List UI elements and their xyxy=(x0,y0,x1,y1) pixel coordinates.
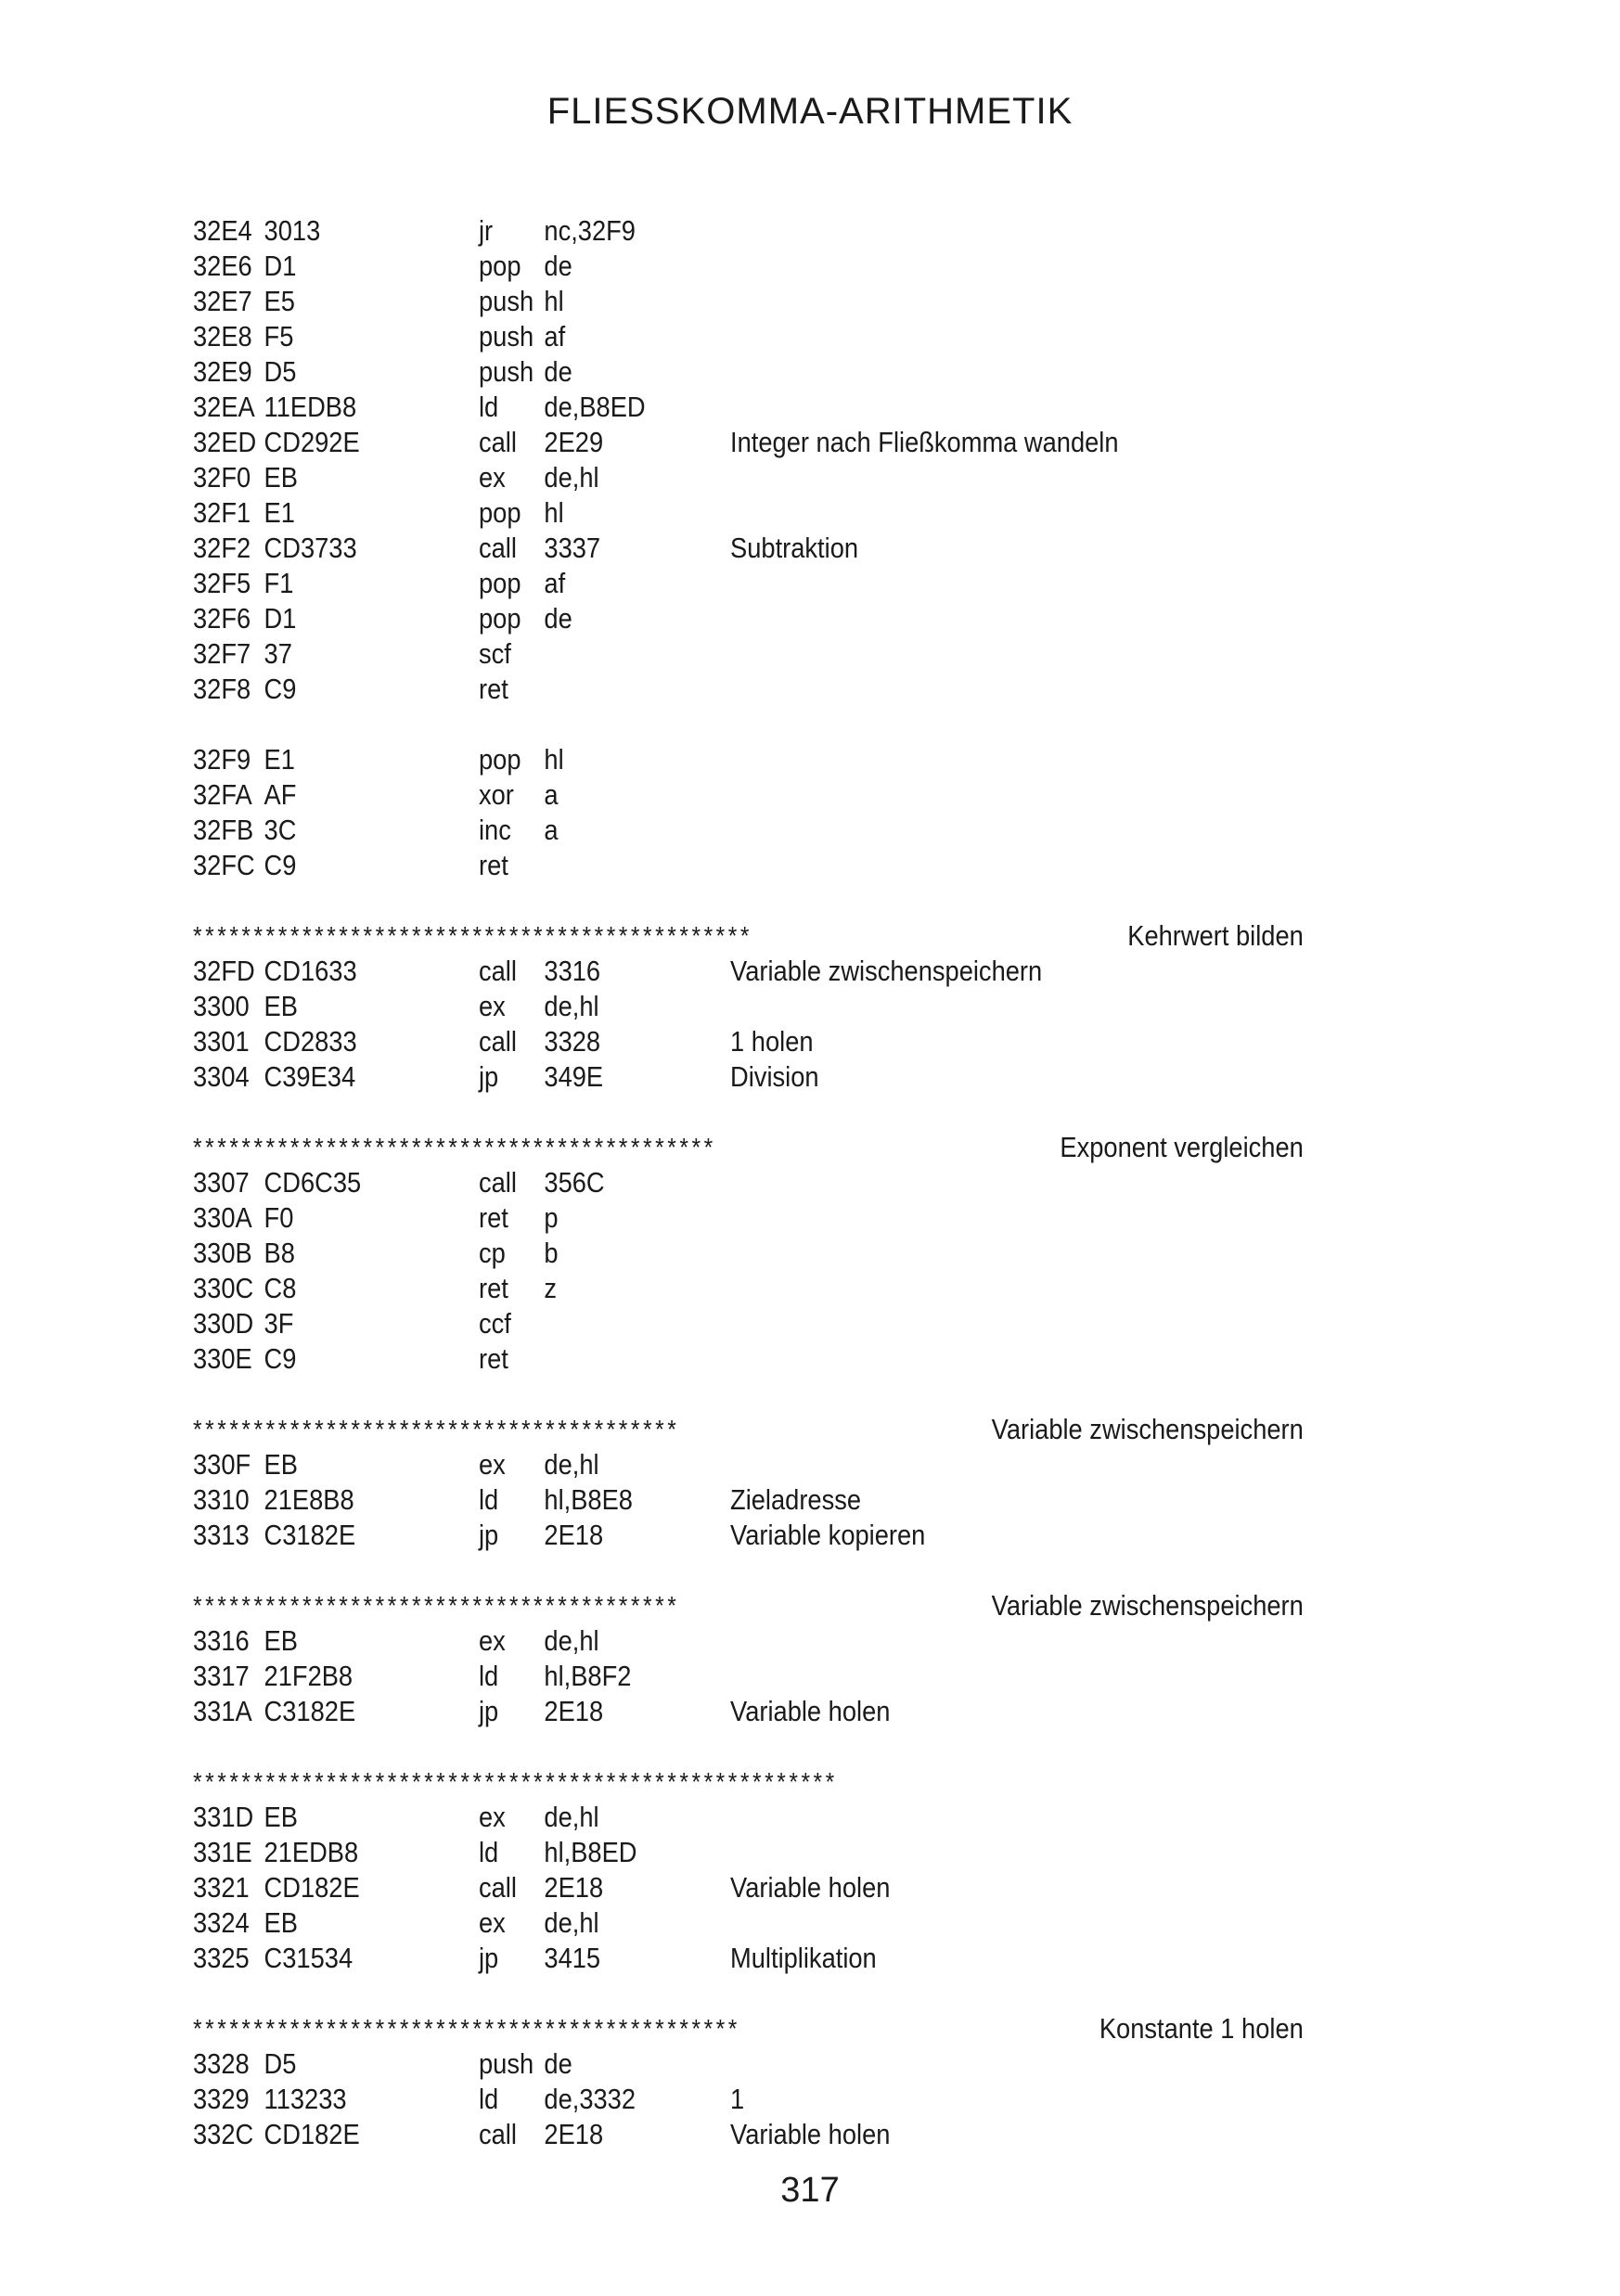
address: 330D xyxy=(193,1307,254,1340)
code-line xyxy=(193,742,1304,777)
code-line xyxy=(193,1236,1304,1271)
blank-line xyxy=(193,1553,1304,1588)
operand: 2E18 xyxy=(544,1695,604,1727)
mnemonic: ccf xyxy=(479,1307,511,1340)
opcode-hex: EB xyxy=(264,990,298,1022)
mnemonic: cp xyxy=(479,1237,506,1269)
address: 3316 xyxy=(193,1624,250,1657)
opcode-hex: 3C xyxy=(264,814,297,846)
operand: de xyxy=(544,602,572,635)
operand: hl xyxy=(544,285,564,317)
address: 3301 xyxy=(193,1025,250,1058)
code-line xyxy=(193,1200,1304,1236)
mnemonic: pop xyxy=(479,250,521,282)
blank-line xyxy=(193,1095,1304,1130)
mnemonic: ex xyxy=(479,1801,506,1833)
operand: hl xyxy=(544,743,564,776)
address: 32F0 xyxy=(193,461,251,494)
code-line xyxy=(193,284,1304,319)
address: 331E xyxy=(193,1836,252,1868)
mnemonic: call xyxy=(479,532,517,564)
mnemonic: push xyxy=(479,320,534,353)
mnemonic: jp xyxy=(479,1695,499,1727)
opcode-hex: 21E8B8 xyxy=(264,1483,354,1516)
mnemonic: pop xyxy=(479,567,521,599)
section-title: Kehrwert bilden xyxy=(1127,919,1304,952)
opcode-hex: F5 xyxy=(264,320,294,353)
opcode-hex: C8 xyxy=(264,1272,297,1304)
mnemonic: push xyxy=(479,2047,534,2080)
opcode-hex: F1 xyxy=(264,567,294,599)
opcode-hex: E1 xyxy=(264,496,295,529)
section-title: Exponent vergleichen xyxy=(1060,1131,1304,1163)
mnemonic: call xyxy=(479,1025,517,1058)
code-line xyxy=(193,2046,1304,2082)
code-line xyxy=(193,1059,1304,1095)
code-line xyxy=(193,425,1304,460)
code-line xyxy=(193,1905,1304,1941)
operand: 2E29 xyxy=(544,426,604,458)
operand: 349E xyxy=(544,1060,604,1093)
mnemonic: jp xyxy=(479,1519,499,1551)
opcode-hex: CD1633 xyxy=(264,955,357,987)
opcode-hex: F0 xyxy=(264,1201,294,1234)
address: 3313 xyxy=(193,1519,250,1551)
blank-line xyxy=(193,1976,1304,2011)
code-line xyxy=(193,813,1304,848)
address: 32E8 xyxy=(193,320,252,353)
operand: de,hl xyxy=(544,1801,599,1833)
mnemonic: ret xyxy=(479,1342,508,1375)
code-line xyxy=(193,319,1304,354)
opcode-hex: EB xyxy=(264,1624,298,1657)
address: 3329 xyxy=(193,2083,250,2115)
address: 3304 xyxy=(193,1060,250,1093)
mnemonic: call xyxy=(479,2118,517,2150)
comment: 1 holen xyxy=(730,1025,814,1058)
opcode-hex: C3182E xyxy=(264,1519,356,1551)
code-line xyxy=(193,1941,1304,1976)
section-separator xyxy=(193,1764,1304,1800)
address: 330F xyxy=(193,1448,251,1481)
blank-line xyxy=(193,707,1304,742)
address: 32E4 xyxy=(193,214,252,247)
operand: 2E18 xyxy=(544,1871,604,1904)
address: 330A xyxy=(193,1201,252,1234)
code-line xyxy=(193,848,1304,883)
address: 32E6 xyxy=(193,250,252,282)
comment: Variable holen xyxy=(730,1695,891,1727)
address: 331A xyxy=(193,1695,252,1727)
code-line xyxy=(193,531,1304,566)
operand: hl,B8F2 xyxy=(544,1660,632,1692)
address: 3317 xyxy=(193,1660,250,1692)
opcode-hex: 3F xyxy=(264,1307,294,1340)
code-line xyxy=(193,566,1304,601)
opcode-hex: CD2833 xyxy=(264,1025,357,1058)
code-line xyxy=(193,1447,1304,1482)
code-line xyxy=(193,1835,1304,1870)
opcode-hex: C31534 xyxy=(264,1942,354,1974)
opcode-hex: CD292E xyxy=(264,426,360,458)
separator-stars: **************************************** xyxy=(193,1591,680,1620)
opcode-hex: D1 xyxy=(264,250,297,282)
operand: 3328 xyxy=(544,1025,601,1058)
page-number: 317 xyxy=(780,2171,840,2210)
address: 32F9 xyxy=(193,743,251,776)
operand: de,hl xyxy=(544,1906,599,1939)
comment: Variable holen xyxy=(730,2118,891,2150)
opcode-hex: E1 xyxy=(264,743,295,776)
opcode-hex: CD6C35 xyxy=(264,1166,362,1199)
separator-stars: ********************************************* xyxy=(193,2014,740,2043)
comment: Integer nach Fließkomma wandeln xyxy=(730,426,1119,458)
code-line xyxy=(193,1024,1304,1059)
section-separator xyxy=(193,918,1304,954)
address: 32FC xyxy=(193,849,255,881)
mnemonic: call xyxy=(479,955,517,987)
opcode-hex: C9 xyxy=(264,1342,297,1375)
section-title: Konstante 1 holen xyxy=(1099,2012,1304,2045)
address: 32FA xyxy=(193,778,252,811)
code-line xyxy=(193,954,1304,989)
mnemonic: ret xyxy=(479,1272,508,1304)
mnemonic: jr xyxy=(479,214,494,247)
address: 32FD xyxy=(193,955,255,987)
operand: af xyxy=(544,320,566,353)
mnemonic: call xyxy=(479,1871,517,1904)
mnemonic: push xyxy=(479,355,534,388)
opcode-hex: 11EDB8 xyxy=(264,391,357,423)
address: 32EA xyxy=(193,391,255,423)
mnemonic: jp xyxy=(479,1942,499,1974)
opcode-hex: 3013 xyxy=(264,214,321,247)
mnemonic: ld xyxy=(479,1836,499,1868)
operand: de xyxy=(544,2047,572,2080)
comment: Zieladresse xyxy=(730,1483,862,1516)
operand: nc,32F9 xyxy=(544,214,636,247)
mnemonic: ex xyxy=(479,990,506,1022)
operand: 3415 xyxy=(544,1942,601,1974)
assembly-listing xyxy=(193,213,1304,2152)
operand: 356C xyxy=(544,1166,605,1199)
operand: a xyxy=(544,778,559,811)
address: 330B xyxy=(193,1237,252,1269)
blank-line xyxy=(193,1377,1304,1412)
mnemonic: ex xyxy=(479,1624,506,1657)
operand: 2E18 xyxy=(544,2118,604,2150)
opcode-hex: CD182E xyxy=(264,2118,360,2150)
address: 32F5 xyxy=(193,567,251,599)
section-separator xyxy=(193,1412,1304,1447)
operand: 3316 xyxy=(544,955,601,987)
mnemonic: pop xyxy=(479,743,521,776)
code-line xyxy=(193,1659,1304,1694)
opcode-hex: 21EDB8 xyxy=(264,1836,359,1868)
mnemonic: xor xyxy=(479,778,514,811)
address: 3321 xyxy=(193,1871,250,1904)
opcode-hex: EB xyxy=(264,1906,298,1939)
address: 3328 xyxy=(193,2047,250,2080)
code-line xyxy=(193,1623,1304,1659)
opcode-hex: CD182E xyxy=(264,1871,360,1904)
code-line xyxy=(193,1870,1304,1905)
address: 3325 xyxy=(193,1942,250,1974)
opcode-hex: D1 xyxy=(264,602,297,635)
opcode-hex: D5 xyxy=(264,355,297,388)
code-line xyxy=(193,636,1304,672)
address: 32F1 xyxy=(193,496,251,529)
mnemonic: ret xyxy=(479,849,508,881)
separator-stars: **************************************** xyxy=(193,1415,680,1443)
opcode-hex: E5 xyxy=(264,285,295,317)
operand: z xyxy=(544,1272,558,1304)
code-line xyxy=(193,1306,1304,1341)
code-line xyxy=(193,2117,1304,2152)
code-line xyxy=(193,1165,1304,1200)
address: 331D xyxy=(193,1801,254,1833)
comment: Variable holen xyxy=(730,1871,891,1904)
opcode-hex: C3182E xyxy=(264,1695,356,1727)
operand: de,hl xyxy=(544,461,599,494)
comment: Variable kopieren xyxy=(730,1519,926,1551)
section-title: Variable zwischenspeichern xyxy=(991,1413,1304,1445)
section-separator xyxy=(193,1130,1304,1165)
code-line xyxy=(193,2082,1304,2117)
opcode-hex: 113233 xyxy=(264,2083,347,2115)
mnemonic: ld xyxy=(479,1660,499,1692)
mnemonic: push xyxy=(479,285,534,317)
mnemonic: pop xyxy=(479,602,521,635)
code-line xyxy=(193,989,1304,1024)
opcode-hex: AF xyxy=(264,778,297,811)
mnemonic: ret xyxy=(479,673,508,705)
page-title: FLIESSKOMMA-ARITHMETIK xyxy=(546,91,1074,132)
operand: hl,B8ED xyxy=(544,1836,637,1868)
code-line xyxy=(193,601,1304,636)
code-line xyxy=(193,1694,1304,1729)
operand: hl,B8E8 xyxy=(544,1483,633,1516)
address: 32E9 xyxy=(193,355,252,388)
mnemonic: ret xyxy=(479,1201,508,1234)
mnemonic: pop xyxy=(479,496,521,529)
address: 330E xyxy=(193,1342,252,1375)
code-line xyxy=(193,1482,1304,1518)
comment: 1 xyxy=(730,2083,745,2115)
operand: 2E18 xyxy=(544,1519,604,1551)
mnemonic: ld xyxy=(479,391,499,423)
mnemonic: inc xyxy=(479,814,511,846)
code-line xyxy=(193,1800,1304,1835)
operand: de,hl xyxy=(544,1448,599,1481)
opcode-hex: C9 xyxy=(264,673,297,705)
separator-stars: ***************************************************** xyxy=(193,1767,838,1796)
code-line xyxy=(193,460,1304,495)
separator-stars: ********************************************** xyxy=(193,921,753,950)
opcode-hex: C39E34 xyxy=(264,1060,356,1093)
mnemonic: ex xyxy=(479,1448,506,1481)
operand: de,3332 xyxy=(544,2083,636,2115)
address: 32FB xyxy=(193,814,254,846)
mnemonic: ld xyxy=(479,1483,499,1516)
separator-stars: ******************************************* xyxy=(193,1133,716,1161)
blank-line xyxy=(193,883,1304,918)
blank-line xyxy=(193,1729,1304,1764)
address: 332C xyxy=(193,2118,254,2150)
mnemonic: ld xyxy=(479,2083,499,2115)
operand: de,hl xyxy=(544,990,599,1022)
mnemonic: ex xyxy=(479,461,506,494)
address: 32ED xyxy=(193,426,257,458)
operand: de xyxy=(544,250,572,282)
opcode-hex: EB xyxy=(264,1448,298,1481)
address: 32F2 xyxy=(193,532,251,564)
address: 32E7 xyxy=(193,285,252,317)
operand: b xyxy=(544,1237,559,1269)
mnemonic: scf xyxy=(479,637,511,670)
code-line xyxy=(193,390,1304,425)
opcode-hex: EB xyxy=(264,1801,298,1833)
mnemonic: call xyxy=(479,1166,517,1199)
opcode-hex: EB xyxy=(264,461,298,494)
address: 3307 xyxy=(193,1166,250,1199)
opcode-hex: D5 xyxy=(264,2047,297,2080)
address: 32F8 xyxy=(193,673,251,705)
code-line xyxy=(193,495,1304,531)
address: 3324 xyxy=(193,1906,250,1939)
mnemonic: jp xyxy=(479,1060,499,1093)
code-line xyxy=(193,354,1304,390)
operand: de xyxy=(544,355,572,388)
opcode-hex: B8 xyxy=(264,1237,295,1269)
address: 3310 xyxy=(193,1483,250,1516)
opcode-hex: CD3733 xyxy=(264,532,357,564)
comment: Subtraktion xyxy=(730,532,859,564)
address: 32F7 xyxy=(193,637,251,670)
operand: de,B8ED xyxy=(544,391,646,423)
operand: hl xyxy=(544,496,564,529)
operand: a xyxy=(544,814,559,846)
address: 32F6 xyxy=(193,602,251,635)
code-line xyxy=(193,1271,1304,1306)
address: 3300 xyxy=(193,990,250,1022)
mnemonic: ex xyxy=(479,1906,506,1939)
operand: de,hl xyxy=(544,1624,599,1657)
opcode-hex: C9 xyxy=(264,849,297,881)
operand: af xyxy=(544,567,566,599)
code-line xyxy=(193,1341,1304,1377)
section-title: Variable zwischenspeichern xyxy=(991,1589,1304,1622)
address: 330C xyxy=(193,1272,254,1304)
code-line xyxy=(193,213,1304,249)
opcode-hex: 21F2B8 xyxy=(264,1660,354,1692)
comment: Multiplikation xyxy=(730,1942,877,1974)
mnemonic: call xyxy=(479,426,517,458)
section-separator xyxy=(193,2011,1304,2046)
code-line xyxy=(193,249,1304,284)
comment: Division xyxy=(730,1060,819,1093)
code-line xyxy=(193,777,1304,813)
opcode-hex: 37 xyxy=(264,637,292,670)
code-line xyxy=(193,672,1304,707)
section-separator xyxy=(193,1588,1304,1623)
operand: 3337 xyxy=(544,532,601,564)
code-line xyxy=(193,1518,1304,1553)
comment: Variable zwischenspeichern xyxy=(730,955,1043,987)
operand: p xyxy=(544,1201,559,1234)
